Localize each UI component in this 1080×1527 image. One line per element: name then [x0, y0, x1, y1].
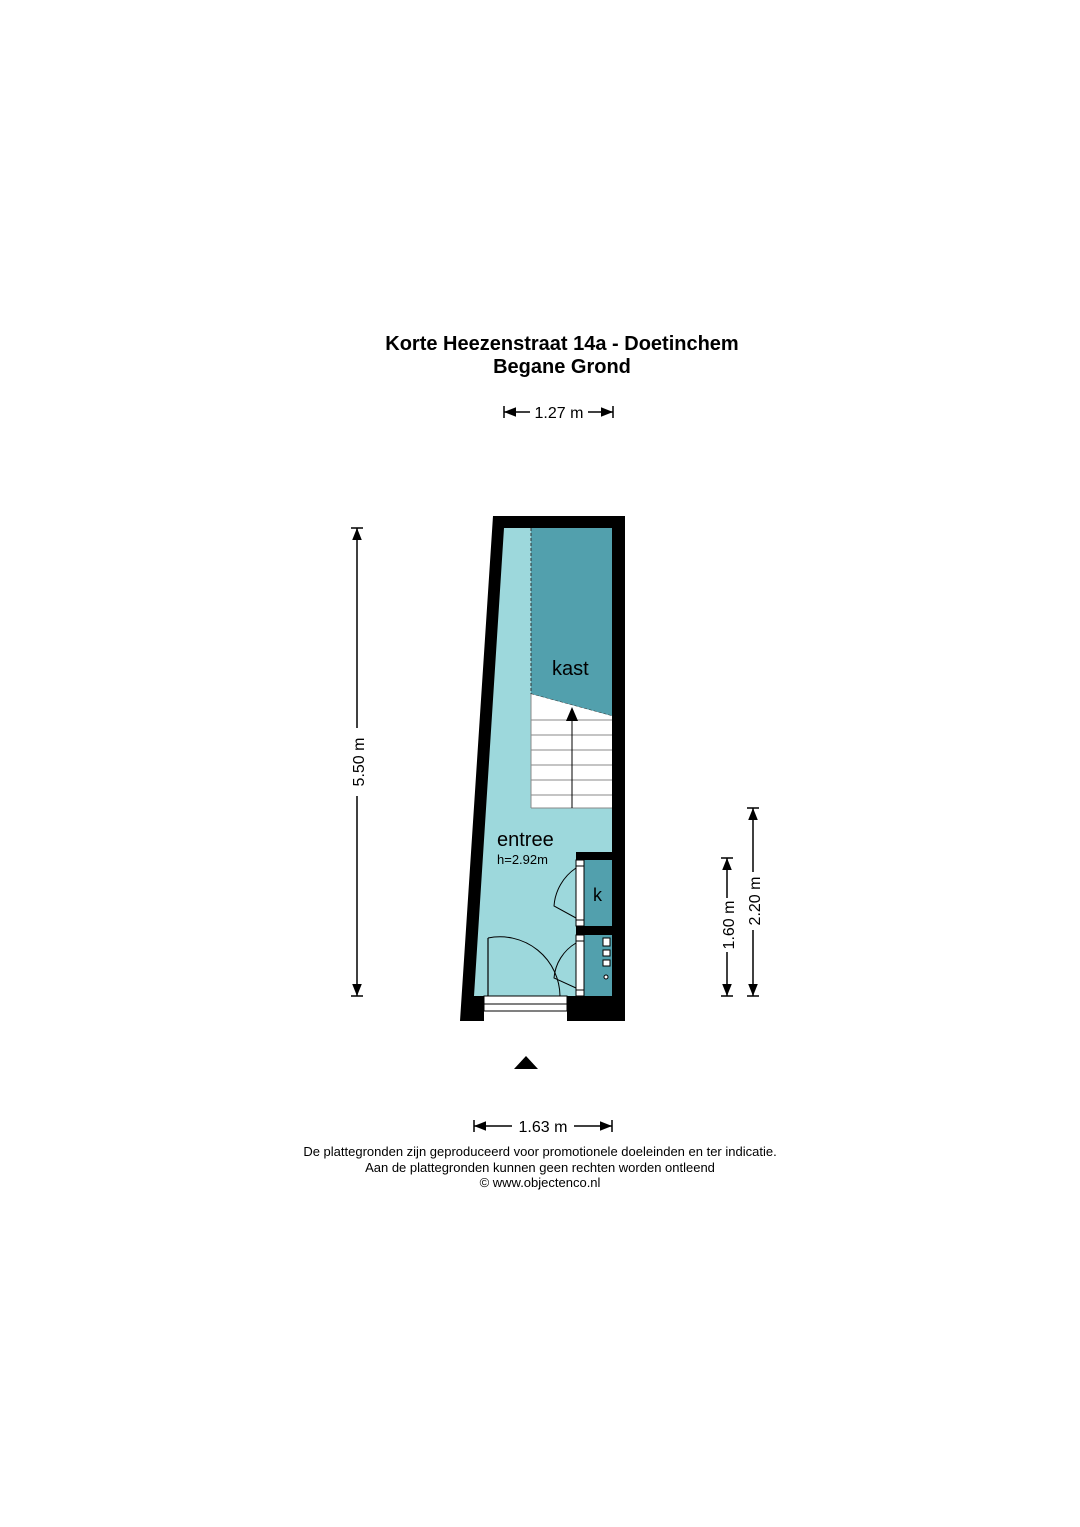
dimension-label-right-outer: 2.20 m [747, 876, 764, 926]
disclaimer-line-1: De plattegronden zijn geproduceerd voor promotionele doeleinden en ter indicatie. [303, 1144, 777, 1159]
disclaimer-line-2: Aan de plattegronden kunnen geen rechten worden ontleend [365, 1160, 715, 1175]
copyright-link[interactable]: © www.objectenco.nl [479, 1175, 601, 1190]
dimension-label-bottom: 1.63 m [518, 1119, 568, 1136]
room-height-entree: h=2.92m [497, 852, 548, 867]
dimension-label-right-inner: 1.60 m [721, 900, 738, 950]
dimension-label-left: 5.50 m [351, 737, 368, 787]
dimension-label-top: 1.27 m [534, 405, 584, 422]
plan-title: Korte Heezenstraat 14a - Doetinchem [385, 333, 739, 355]
room-label-kast: kast [552, 658, 589, 680]
entrance-arrow-icon [514, 1056, 538, 1069]
floor-name: Begane Grond [493, 356, 631, 378]
room-label-k: k [593, 885, 602, 905]
room-label-entree: entree [497, 829, 554, 851]
kast-room [531, 528, 612, 716]
